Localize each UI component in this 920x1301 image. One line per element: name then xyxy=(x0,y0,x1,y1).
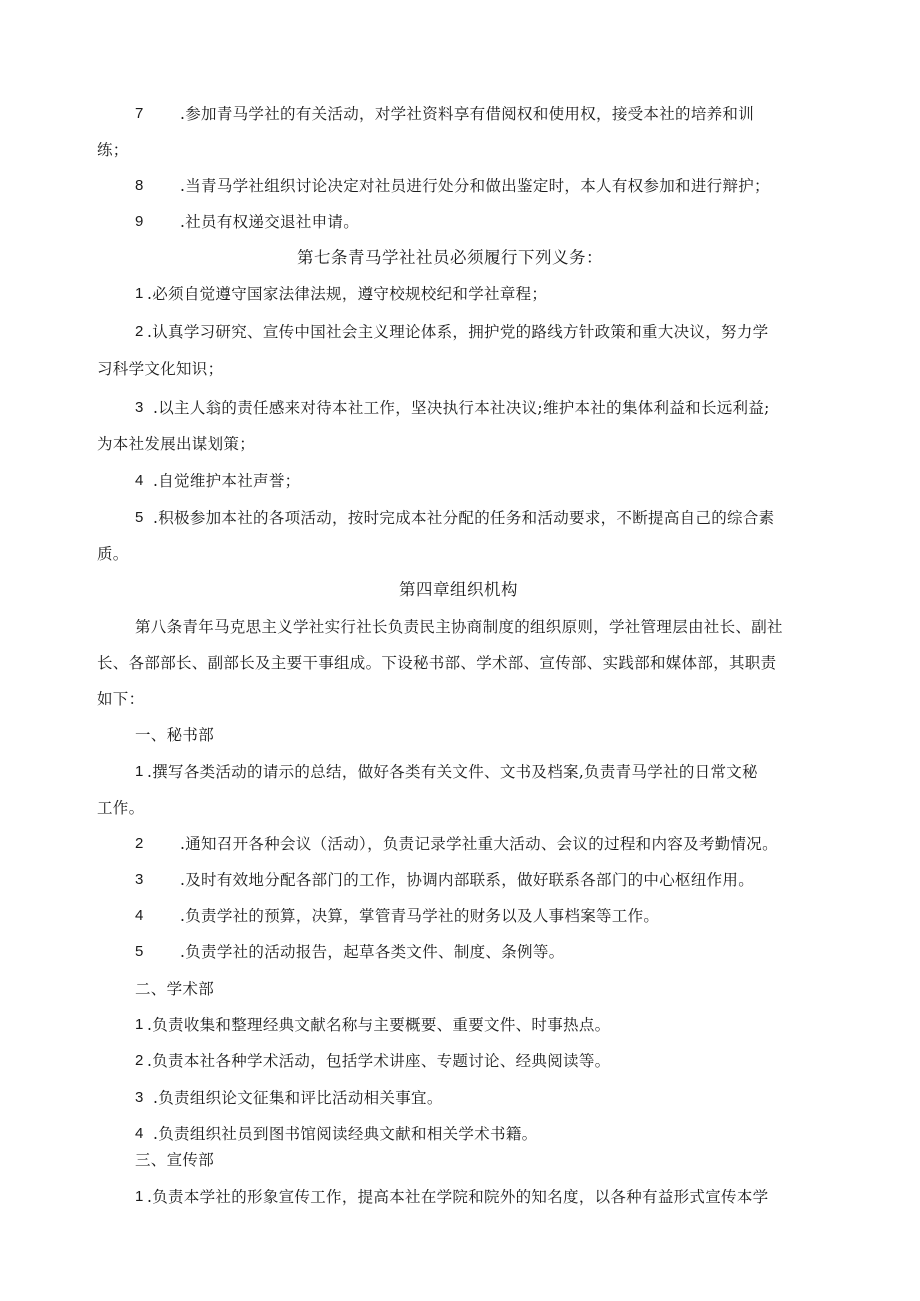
chapter-4-title: 第四章组织机构 xyxy=(399,580,518,599)
duty-4-text: .自觉维护本社声誉； xyxy=(153,472,301,490)
secretariat-2-text: .通知召开各种会议（活动），负责记录学社重大活动、会议的过程和内容及考勤情况。 xyxy=(180,835,778,853)
item-8-text: .当青马学社组织讨论决定对社员进行处分和做出鉴定时，本人有权参加和进行辩护； xyxy=(180,177,770,195)
duty-1-number: 1 xyxy=(135,285,144,302)
duty-2-continuation: 习科学文化知识； xyxy=(97,360,224,378)
duty-5-number: 5 xyxy=(135,509,144,526)
academic-2-text: .负责本社各种学术活动，包括学术讲座、专题讨论、经典阅读等。 xyxy=(147,1052,611,1070)
secretariat-4-text: .负责学社的预算，决算，掌管青马学社的财务以及人事档案等工作。 xyxy=(180,907,660,925)
secretariat-3-text: .及时有效地分配各部门的工作，协调内部联系，做好联系各部门的中心枢纽作用。 xyxy=(180,871,755,889)
duty-2-number: 2 xyxy=(135,323,144,340)
item-7-text: .参加青马学社的有关活动，对学社资料享有借阅权和使用权，接受本社的培养和训 xyxy=(180,105,755,123)
duty-2-text: .认真学习研究、宣传中国社会主义理论体系，拥护党的路线方针政策和重大决议，努力学 xyxy=(147,323,769,341)
item-9-number: 9 xyxy=(135,213,144,230)
article-8-line-2: 长、各部部长、副部长及主要干事组成。下设秘书部、学术部、宣传部、实践部和媒体部，其职责 xyxy=(97,654,777,672)
item-7-continuation: 练； xyxy=(97,141,129,159)
secretariat-heading: 一、秘书部 xyxy=(135,726,215,744)
academic-4-number: 4 xyxy=(135,1125,144,1142)
item-9-text: .社员有权递交退社申请。 xyxy=(180,213,360,231)
item-7-number: 7 xyxy=(135,105,144,122)
academic-1-text: .负责收集和整理经典文献名称与主要概要、重要文件、时事热点。 xyxy=(147,1016,611,1034)
item-8-number: 8 xyxy=(135,177,144,194)
academic-1-number: 1 xyxy=(135,1016,144,1033)
secretariat-4-number: 4 xyxy=(135,907,144,924)
secretariat-5-text: .负责学社的活动报告，起草各类文件、制度、条例等。 xyxy=(180,943,565,961)
secretariat-3-number: 3 xyxy=(135,871,144,888)
academic-4-text: .负责组织社员到图书馆阅读经典文献和相关学术书籍。 xyxy=(153,1125,538,1143)
duty-5-continuation: 质。 xyxy=(97,545,129,563)
secretariat-1-continuation: 工作。 xyxy=(97,799,145,817)
duty-5-text: .积极参加本社的各项活动，按时完成本社分配的任务和活动要求，不断提高自己的综合素 xyxy=(153,509,775,527)
publicity-1-number: 1 xyxy=(135,1188,144,1205)
duty-4-number: 4 xyxy=(135,472,144,489)
secretariat-1-number: 1 xyxy=(135,763,144,780)
academic-3-number: 3 xyxy=(135,1089,144,1106)
article-8-line-1: 第八条青年马克思主义学社实行社长负责民主协商制度的组织原则，学社管理层由社长、副社 xyxy=(135,618,783,636)
duty-3-text: .以主人翁的责任感来对待本社工作，坚决执行本社决议;维护本社的集体利益和长远利益; xyxy=(153,399,770,417)
academic-3-text: .负责组织论文征集和评比活动相关事宜。 xyxy=(153,1089,443,1107)
secretariat-2-number: 2 xyxy=(135,835,144,852)
article-7-title: 第七条青马学社社员必须履行下列义务： xyxy=(297,248,603,267)
publicity-1-text: .负责本学社的形象宣传工作，提高本社在学院和院外的知名度，以各种有益形式宣传本学 xyxy=(147,1188,769,1206)
duty-1-text: .必须自觉遵守国家法律法规，遵守校规校纪和学社章程； xyxy=(147,285,548,303)
duty-3-number: 3 xyxy=(135,399,144,416)
academic-heading: 二、学术部 xyxy=(135,980,215,998)
academic-2-number: 2 xyxy=(135,1052,144,1069)
secretariat-1-text: .撰写各类活动的请示的总结，做好各类有关文件、文书及档案,负责青马学社的日常文秘 xyxy=(147,763,758,781)
duty-3-continuation: 为本社发展出谋划策； xyxy=(97,435,256,453)
article-8-line-3: 如下： xyxy=(97,690,145,708)
publicity-heading: 三、宣传部 xyxy=(135,1151,215,1169)
secretariat-5-number: 5 xyxy=(135,943,144,960)
